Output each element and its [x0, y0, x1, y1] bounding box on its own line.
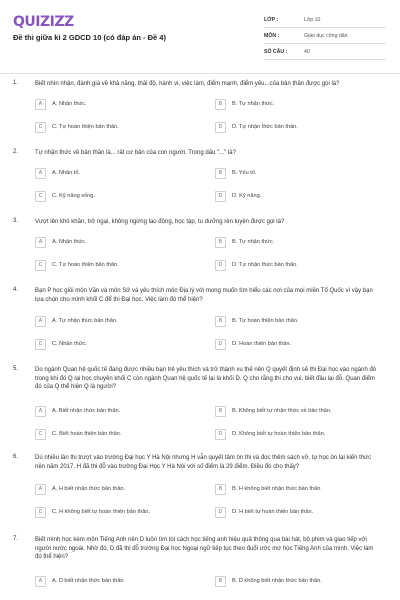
- option-c[interactable]: [35, 258, 119, 272]
- option-a[interactable]: [35, 235, 87, 249]
- option-text: B. Tự hoàn thiện bản thân.: [232, 318, 299, 324]
- option-text: C. Tự hoàn thiện bản thân.: [52, 124, 119, 130]
- question-text: Biết nhìn nhận, đánh giá về khả năng, thái độ, hành vi, việc làm, điểm mạnh, điểm yếu...của bản thân được gọi là?: [35, 81, 340, 87]
- option-letter: C: [35, 339, 46, 350]
- question-number: 7.: [13, 536, 19, 542]
- option-letter: C: [35, 122, 46, 133]
- option-c[interactable]: [35, 337, 87, 351]
- option-b[interactable]: [215, 574, 322, 588]
- option-text: B. Yếu tố.: [232, 170, 257, 176]
- option-a[interactable]: [35, 314, 118, 328]
- option-letter: A: [35, 484, 46, 495]
- option-d[interactable]: [215, 505, 313, 519]
- meta-row-class: [264, 12, 386, 28]
- option-a[interactable]: [35, 404, 120, 418]
- header-divider: [0, 73, 400, 74]
- option-letter: D: [215, 122, 226, 133]
- question-text: Do ngành Quan hệ quốc tế đang được nhiều bạn trẻ yêu thích và trở thành xu thế nên Q quyết định sẽ thi Đại học vào ngành đó trong khi đó Q lại học chuyên khối C còn ngành Quan hệ quốc tế lại là khối D. Q cho rằng thi cho vui, biết đâu lại đỗ. Quan điểm đó của Q thể hiện Q là người?: [35, 367, 377, 390]
- question-text: Bạn P học giỏi môn Văn và môn Sử và yêu thích môn Địa lý với mong muốn tìm hiểu các nơi của mọi miền Tổ Quốc vì vậy bạn lựa chọn cho mình khối C để thi Đại học. Việc làm đó thể hiện?: [35, 288, 373, 303]
- option-c[interactable]: [35, 189, 95, 203]
- option-d[interactable]: [215, 258, 298, 272]
- option-text: A. Nhân tố.: [52, 170, 80, 176]
- option-d[interactable]: [215, 337, 291, 351]
- option-letter: B: [215, 237, 226, 248]
- option-text: B. H không biết nhận thức bản thân.: [232, 486, 322, 492]
- option-text: A. Tự nhận thức bản thân.: [52, 318, 118, 324]
- option-text: A. Nhận thức.: [52, 239, 87, 245]
- option-text: C. Nhận thức.: [52, 341, 87, 347]
- option-text: B. D không biết nhận thức bản thân.: [232, 578, 322, 584]
- option-text: B. Không biết tự nhận thức về bản thân.: [232, 408, 332, 414]
- option-text: D. Tự nhận thức bản thân.: [232, 262, 298, 268]
- meta-value: Giáo dục công dân: [304, 32, 348, 39]
- option-c[interactable]: [35, 505, 150, 519]
- question-text: Dù nhiều lần thi trượt vào trường Đại học Y Hà Nội nhưng H vẫn quyết tâm ôn thi và đọc thêm sách vở, tự học ôn lại kiến thức nên năm 2017, H đã thi đỗ vào trường Đại Học Y Hà Nội với số điểm là 29 điểm. Điều đó cho thấy?: [35, 455, 372, 470]
- page-title: Đề thi giữa kì 2 GDCD 10 (có đáp án - Đề 4): [13, 33, 166, 42]
- option-letter: C: [35, 429, 46, 440]
- option-text: C. Tự hoàn thiện bản thân.: [52, 262, 119, 268]
- option-b[interactable]: [215, 166, 256, 180]
- option-c[interactable]: [35, 120, 119, 134]
- option-b[interactable]: [215, 235, 274, 249]
- option-letter: A: [35, 406, 46, 417]
- option-letter: A: [35, 168, 46, 179]
- option-letter: D: [215, 260, 226, 271]
- quizizz-logo: QUIZIZZ: [13, 14, 74, 30]
- option-letter: B: [215, 316, 226, 327]
- option-text: D. Kỹ năng.: [232, 193, 262, 199]
- option-letter: A: [35, 316, 46, 327]
- meta-value: 40: [304, 48, 310, 55]
- option-b[interactable]: [215, 482, 322, 496]
- option-text: C. Kỹ năng sống.: [52, 193, 95, 199]
- option-text: A. H biết nhận thức bản thân.: [52, 486, 126, 492]
- question-number: 1.: [13, 80, 19, 86]
- option-text: C. H không biết tự hoàn thiện bản thân.: [52, 509, 150, 515]
- question-number: 5.: [13, 366, 19, 372]
- worksheet-header: [0, 0, 400, 72]
- meta-table: [264, 12, 386, 60]
- option-a[interactable]: [35, 166, 80, 180]
- option-d[interactable]: [215, 189, 261, 203]
- option-text: A. Nhận thức.: [52, 101, 87, 107]
- option-a[interactable]: [35, 574, 125, 588]
- option-letter: A: [35, 99, 46, 110]
- option-text: B. Tự nhận thức.: [232, 239, 275, 245]
- meta-value: Lớp 10: [304, 16, 321, 23]
- option-text: D. Không biết tự hoàn thiện bản thân.: [232, 431, 326, 437]
- option-letter: C: [35, 191, 46, 202]
- option-b[interactable]: [215, 404, 332, 418]
- option-text: A. D biết nhận thức bản thân.: [52, 578, 126, 584]
- option-letter: B: [215, 406, 226, 417]
- option-text: B. Tự nhận thức.: [232, 101, 275, 107]
- meta-key: SỐ CÂU :: [264, 48, 288, 55]
- option-letter: D: [215, 339, 226, 350]
- question-text: Vượt lên khó khăn, trở ngại, không ngừng lao động, học tập, tu dưỡng rèn luyện được gọi là?: [35, 219, 285, 225]
- option-letter: C: [35, 260, 46, 271]
- question-text: Tự nhận thức về bản thân là... rất cơ bản của con người. Trong dấu "..." là?: [35, 150, 236, 156]
- option-text: C. Biết hoàn thiện bản thân.: [52, 431, 122, 437]
- meta-key: MÔN :: [264, 32, 280, 39]
- option-letter: D: [215, 507, 226, 518]
- option-letter: D: [215, 191, 226, 202]
- option-letter: B: [215, 168, 226, 179]
- option-b[interactable]: [215, 314, 298, 328]
- option-letter: A: [35, 237, 46, 248]
- option-text: A. Biết nhận thức bản thân.: [52, 408, 121, 414]
- question-number: 2.: [13, 149, 19, 155]
- option-text: D. H biết tự hoàn thiện bản thân.: [232, 509, 314, 515]
- option-a[interactable]: [35, 482, 125, 496]
- option-letter: B: [215, 484, 226, 495]
- option-letter: A: [35, 576, 46, 587]
- question-number: 4.: [13, 287, 19, 293]
- option-a[interactable]: [35, 97, 87, 111]
- question-number: 3.: [13, 218, 19, 224]
- question-number: 6.: [13, 454, 19, 460]
- option-b[interactable]: [215, 97, 274, 111]
- option-c[interactable]: [35, 427, 121, 441]
- option-text: D. Hoàn thiện bản thân.: [232, 341, 292, 347]
- option-letter: D: [215, 429, 226, 440]
- question-text: Biết mình học kém môn Tiếng Anh nên D luôn tìm tòi cách học tiếng anh hiệu quả thông qua bài hát, bộ phim và giao tiếp với người nước ngoài. Nhờ đó, D đã thi đỗ trường Đại học Ngoại ngữ tiếp tục theo đuổi ước mơ học Tiếng Anh của mình. Việc làm đó thể hiện?: [35, 537, 374, 560]
- option-text: D. Tự nhận thức bản thân.: [232, 124, 298, 130]
- option-d[interactable]: [215, 427, 325, 441]
- option-letter: B: [215, 99, 226, 110]
- meta-row-subject: [264, 28, 386, 44]
- option-d[interactable]: [215, 120, 298, 134]
- meta-row-count: [264, 44, 386, 60]
- meta-key: LỚP :: [264, 16, 279, 23]
- option-letter: B: [215, 576, 226, 587]
- option-letter: C: [35, 507, 46, 518]
